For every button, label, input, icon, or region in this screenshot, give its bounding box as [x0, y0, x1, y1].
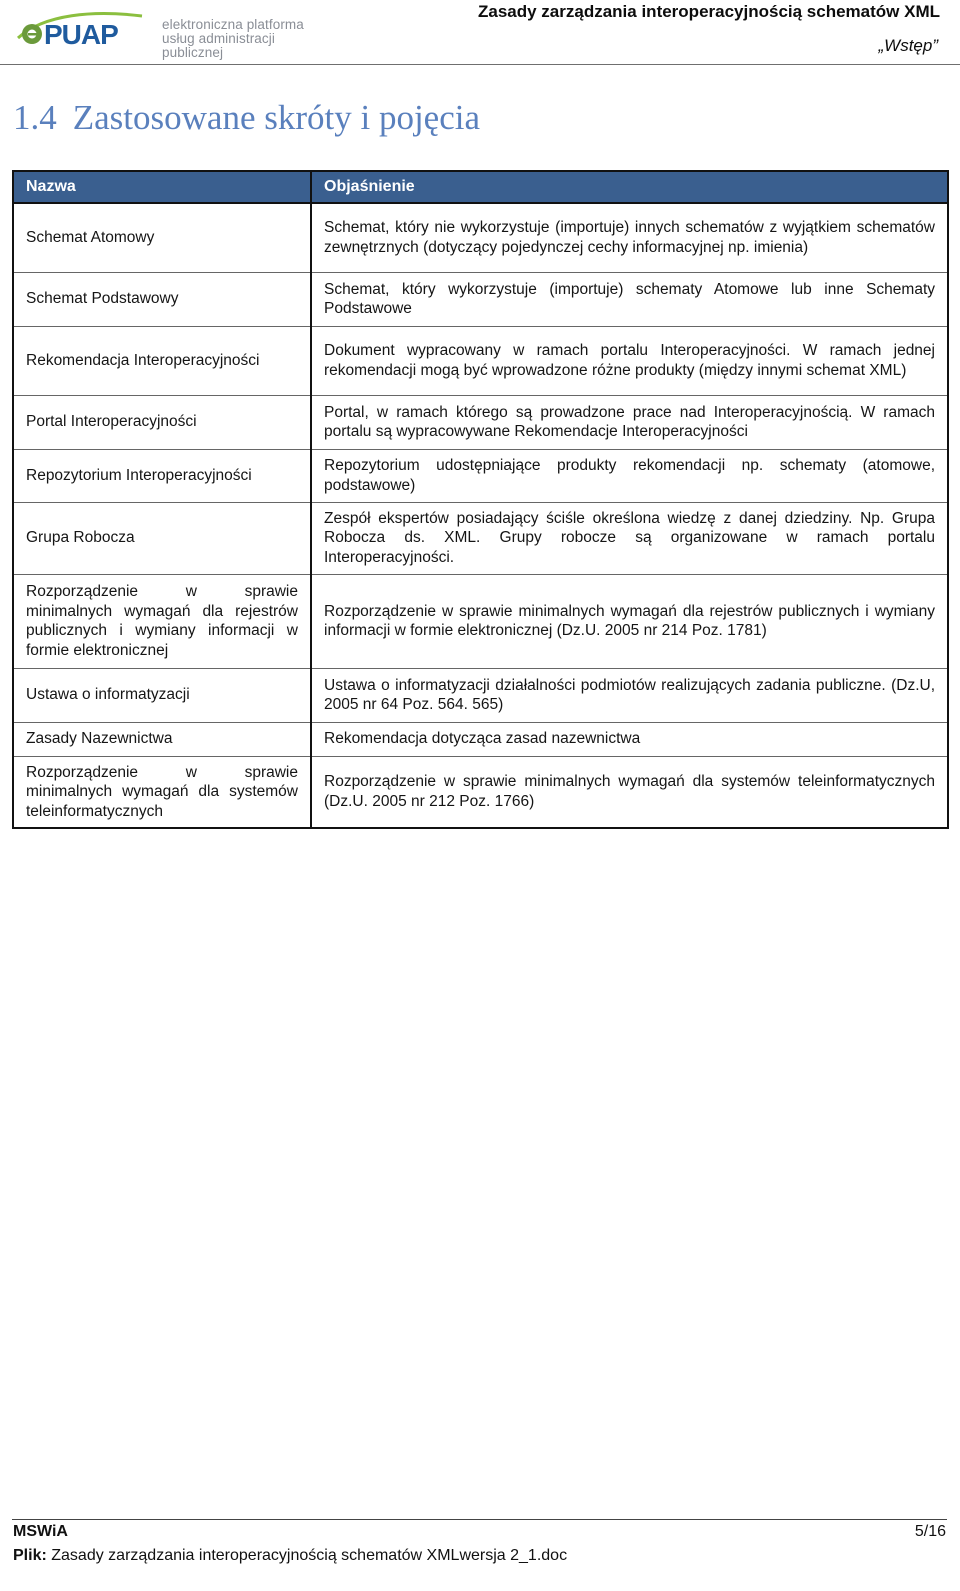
footer-file [13, 1547, 567, 1565]
table-header-row [13, 171, 948, 203]
table-row [13, 502, 948, 574]
glossary-table [12, 170, 949, 829]
table-row [13, 722, 948, 756]
header-divider [0, 64, 960, 65]
logo-tagline [162, 18, 304, 60]
table-row [13, 272, 948, 326]
term-description: Schemat, który wykorzystuje (importuje) schematy Atomowe lub inne Schematy Podstawowe [311, 272, 948, 326]
term-description: Repozytorium udostępniające produkty rekomendacji np. schematy (atomowe, podstawowe) [311, 449, 948, 502]
column-header-name: Nazwa [13, 171, 311, 203]
term-description: Dokument wypracowany w ramach portalu Interoperacyjności. W ramach jednej rekomendacji mogą być wprowadzone różne produkty (między innymi schemat XML) [311, 326, 948, 395]
logo-tagline-line1: elektroniczna platforma [162, 17, 304, 32]
term-name: Ustawa o informatyzacji [13, 668, 311, 722]
term-name: Rekomendacja Interoperacyjności [13, 326, 311, 395]
file-label: Plik: [13, 1547, 47, 1564]
term-description: Ustawa o informatyzacji działalności podmiotów realizujących zadania publiczne. (Dz.U, 2005 nr 64 Poz. 564. 565) [311, 668, 948, 722]
term-name: Grupa Robocza [13, 502, 311, 574]
table-row [13, 756, 948, 828]
term-name: Zasady Nazewnictwa [13, 722, 311, 756]
term-description: Zespół ekspertów posiadający ściśle określona wiedzę z danej dziedziny. Np. Grupa Robocza ds. XML. Grupy robocze są organizowane w ramach portalu Interoperacyjności. [311, 502, 948, 574]
term-name: Schemat Podstawowy [13, 272, 311, 326]
page-number: 5/16 [914, 1523, 946, 1540]
svg-text:PUAP: PUAP [44, 19, 118, 48]
term-name: Repozytorium Interoperacyjności [13, 449, 311, 502]
column-header-description: Objaśnienie [311, 171, 948, 203]
epuap-logo [14, 8, 304, 60]
logo-tagline-line2: usług administracji publicznej [162, 31, 275, 60]
table-row [13, 668, 948, 722]
term-description: Rozporządzenie w sprawie minimalnych wymagań dla systemów teleinformatycznych (Dz.U. 2005 nr 212 Poz. 1766) [311, 756, 948, 828]
section-number: 1.4 [13, 98, 57, 137]
section-heading [13, 98, 480, 138]
table-row [13, 203, 948, 272]
page-header [0, 0, 960, 66]
epuap-logo-mark [14, 8, 154, 48]
file-name: Zasady zarządzania interoperacyjnością schematów XMLwersja 2_1.doc [51, 1547, 568, 1564]
term-description: Rekomendacja dotycząca zasad nazewnictwa [311, 722, 948, 756]
table-row [13, 395, 948, 449]
term-name: Schemat Atomowy [13, 203, 311, 272]
table-row [13, 326, 948, 395]
term-description: Portal, w ramach którego są prowadzone prace nad Interoperacyjnością. W ramach portalu są wypracowywane Rekomendacje Interoperacyjności [311, 395, 948, 449]
section-title: Zastosowane skróty i pojęcia [72, 98, 481, 137]
footer-divider [12, 1519, 947, 1520]
section-name: „Wstęp” [878, 36, 938, 55]
term-description: Schemat, który nie wykorzystuje (importuje) innych schematów z wyjątkiem schematów zewnętrznych (dotyczący pojedynczej cechy informacyjnej np. imienia) [311, 203, 948, 272]
term-name: Rozporządzenie w sprawie minimalnych wymagań dla rejestrów publicznych i wymiany informacji w formie elektronicznej [13, 574, 311, 668]
footer-organization: MSWiA [13, 1523, 68, 1540]
table-row [13, 574, 948, 668]
term-description: Rozporządzenie w sprawie minimalnych wymagań dla rejestrów publicznych i wymiany informacji w formie elektronicznej (Dz.U. 2005 nr 214 Poz. 1781) [311, 574, 948, 668]
document-title: Zasady zarządzania interoperacyjnością schematów XML [478, 2, 940, 21]
term-name: Rozporządzenie w sprawie minimalnych wymagań dla systemów teleinformatycznych [13, 756, 311, 828]
term-name: Portal Interoperacyjności [13, 395, 311, 449]
table-row [13, 449, 948, 502]
